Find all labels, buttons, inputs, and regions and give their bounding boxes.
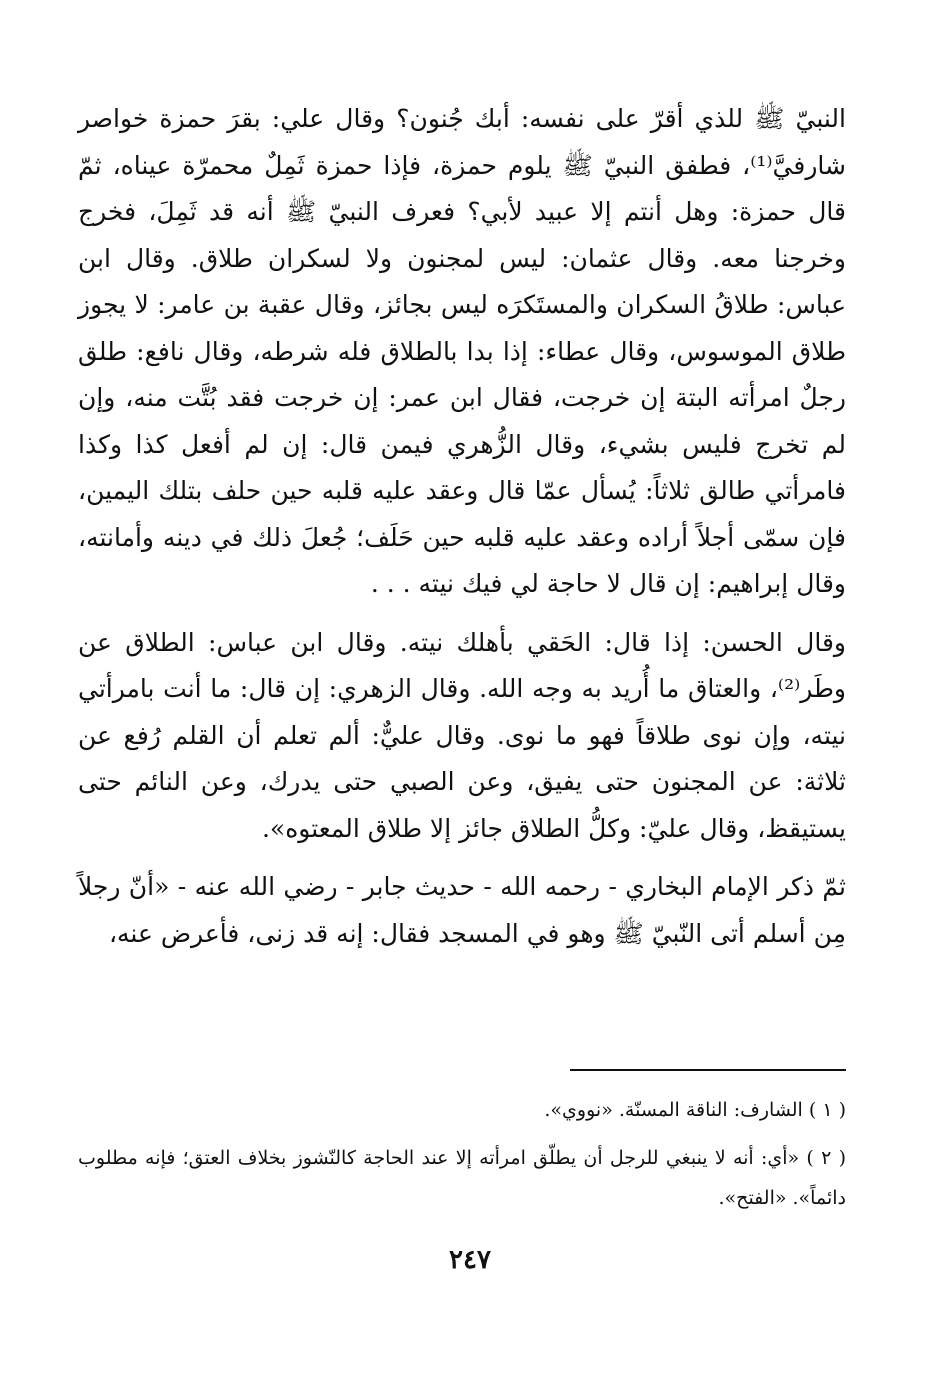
body-paragraph-3: ثمّ ذكر الإمام البخاري - رحمه الله - حديث جابر - رضي الله عنه - «أنّ رجلاً مِن أسلم أتى النّبيّ ﷺ وهو في المسجد فقال: إنه قد زنى، فأعرض عنه، <box>78 872 846 948</box>
body-paragraph-1: النبيّ ﷺ للذي أقرّ على نفسه: أبك جُنون؟ وقال علي: بقرَ حمزة خواصر شارفيَّ⁽¹⁾، فطفق النبيّ ﷺ يلوم حمزة، فإذا حمزة ثَمِلٌ محمرّة عيناه، ثمّ قال حمزة: وهل أنتم إلا عبيد لأبي؟ فعرف النبيّ ﷺ أنه قد ثَمِلَ، فخرج وخرجنا معه. وقال عثمان: ليس لمجنون ولا لسكران طلاق. وقال ابن عباس: طلاقُ السكران والمستَكرَه ليس بجائز، وقال عقبة بن عامر: لا يجوز طلاق الموسوس، وقال عطاء: إذا بدا بالطلاق فله شرطه، وقال نافع: طلق رجلٌ امرأته البتة إن خرجت، فقال ابن عمر: إن خرجت فقد بُتَّت منه، وإن لم تخرج فليس بشيء، وقال الزُّهري فيمن قال: إن لم أفعل كذا وكذا فامرأتي طالق ثلاثاً: يُسأل عمّا قال وعقد عليه قلبه حين حلف بتلك اليمين، فإن سمّى أجلاً أراده وعقد عليه قلبه حين حَلَف؛ جُعلَ ذلك في دينه وأمانته، وقال إبراهيم: إن قال لا حاجة لي فيك نيته . . . <box>78 104 846 598</box>
page-body <box>78 96 846 957</box>
footnote-1: ( ١ ) الشارف: الناقة المسنّة. «نووي». <box>544 1099 846 1121</box>
footnotes <box>78 1090 846 1218</box>
body-paragraph-2: وقال الحسن: إذا قال: الحَقي بأهلك نيته. وقال ابن عباس: الطلاق عن وطَر⁽²⁾، والعتاق ما أُريد به وجه الله. وقال الزهري: إن قال: ما أنت بامرأتي نيته، وإن نوى طلاقاً فهو ما نوى. وقال عليٌّ: ألم تعلم أن القلم رُفع عن ثلاثة: عن المجنون حتى يفيق، وعن الصبي حتى يدرك، وعن النائم حتى يستيقظ، وقال عليّ: وكلُّ الطلاق جائز إلا طلاق المعتوه». <box>78 627 846 843</box>
footnote-separator <box>570 1069 846 1071</box>
page-number: ٢٤٧ <box>449 1245 491 1275</box>
footnote-2: ( ٢ ) «أي: أنه لا ينبغي للرجل أن يطلّق امرأته إلا عند الحاجة كالنّشوز بخلاف العتق؛ فإنه مطلوب دائماً». «الفتح». <box>78 1147 847 1209</box>
